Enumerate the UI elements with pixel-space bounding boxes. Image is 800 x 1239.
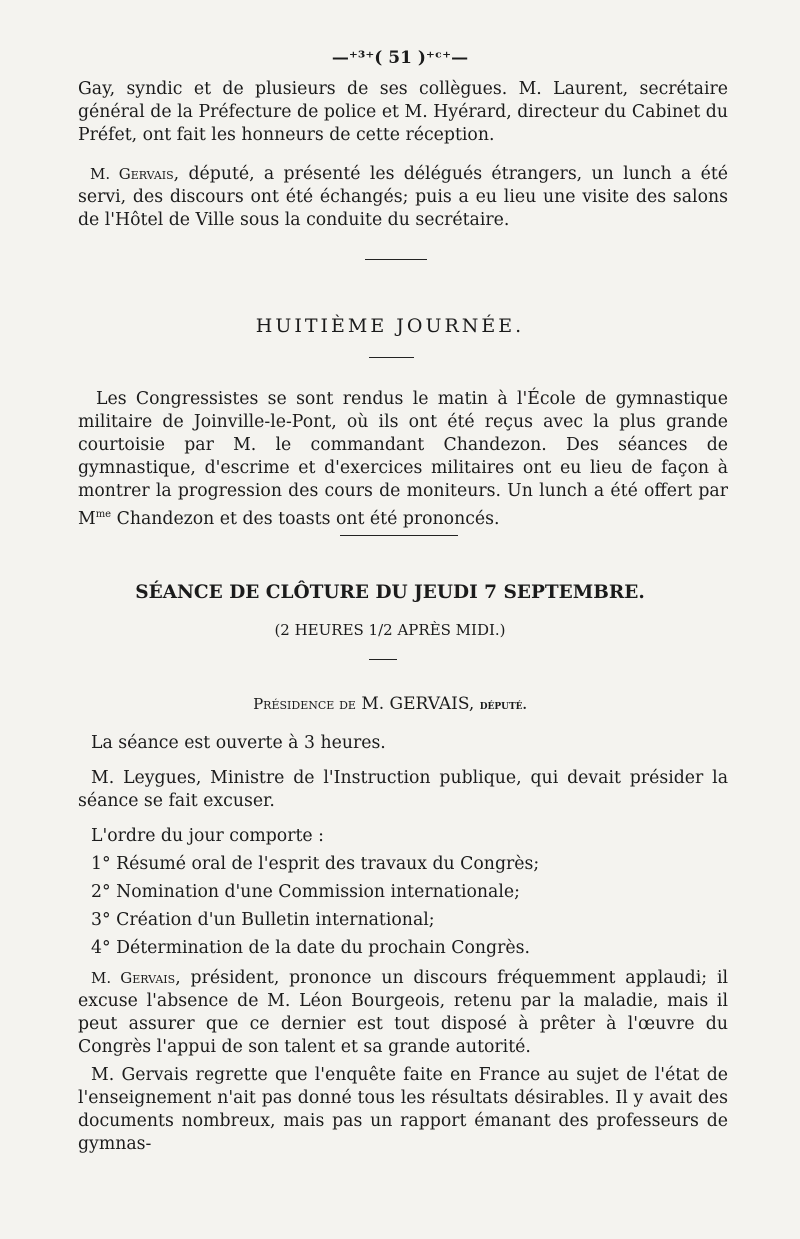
section-divider [340, 535, 458, 536]
speaker-name: M. Gervais [90, 165, 174, 183]
agenda-item: 2° Nomination d'une Commission internationale; [91, 882, 520, 902]
paragraph-gervais-lunch [78, 163, 728, 232]
paragraph-text: , président, prononce un discours fréquemment applaudi; il excuse l'absence de M. Léon Bourgeois, retenu par la maladie, mais il peut assurer que ce dernier est tout disposé à prêter à l'œuvre du Congrès l'appui de son talent et sa grande autorité. [78, 968, 728, 1057]
paragraph-text: Chandezon et des toasts ont été prononcés. [111, 508, 500, 529]
agenda-item: 1° Résumé oral de l'esprit des travaux du Congrès; [91, 854, 540, 874]
presidence-title: député. [479, 697, 527, 712]
agenda-intro: L'ordre du jour comporte : [91, 826, 324, 846]
opening-line: La séance est ouverte à 3 heures. [91, 733, 386, 753]
paragraph-reception: Gay, syndic et de plusieurs de ses collègues. M. Laurent, secrétaire général de la Préfecture de police et M. Hyérard, directeur du Cabinet du Préfet, ont fait les honneurs de cette réception. [78, 79, 728, 145]
page-number: —⁺³⁺( 51 )⁺ᶜ⁺— [331, 48, 469, 68]
paragraph-text: Les Congressistes se sont rendus le matin à l'École de gymnastique militaire de Joinville-le-Pont, où ils ont été reçus avec la plus grande courtoisie par M. le commandant Chandezon. Des séances de gymnastique, d'escrime et d'exercices militaires ont eu lieu de façon à montrer la progression des cours de moniteurs. Un lunch a été offert par M [78, 389, 728, 529]
heading-underline [369, 659, 397, 660]
section-divider [365, 259, 427, 260]
section-subheading-time: (2 HEURES 1/2 APRÈS MIDI.) [274, 621, 506, 639]
paragraph-joinville [78, 388, 728, 531]
speaker-name: M. Gervais [91, 969, 176, 987]
agenda-item: 4° Détermination de la date du prochain Congrès. [91, 938, 530, 958]
section-heading-cloture: SÉANCE DE CLÔTURE DU JEUDI 7 SEPTEMBRE. [135, 582, 645, 603]
paragraph-leygues: M. Leygues, Ministre de l'Instruction publique, qui devait présider la séance se fait excuser. [78, 768, 728, 811]
presidence-name: M. GERVAIS, [361, 694, 475, 714]
paragraph-gervais-discours [78, 967, 728, 1059]
presidence-label: Présidence de [253, 695, 356, 713]
presidence-line [0, 694, 780, 714]
superscript-me: me [95, 509, 112, 520]
paragraph-gervais-enquete: M. Gervais regrette que l'enquête faite en France au sujet de l'état de l'enseignement n'ait pas donné tous les résultats désirables. Il y avait des documents nombreux, mais pas un rapport émanant des professeurs de gymnas- [78, 1065, 728, 1154]
section-heading-huitieme: HUITIÈME JOURNÉE. [255, 315, 525, 337]
agenda-item: 3° Création d'un Bulletin international; [91, 910, 435, 930]
heading-underline [369, 357, 414, 358]
paragraph-text: , député, a présenté les délégués étrangers, un lunch a été servi, des discours ont été échangés; puis a eu lieu une visite des salons de l'Hôtel de Ville sous la conduite du secrétaire. [78, 164, 729, 230]
